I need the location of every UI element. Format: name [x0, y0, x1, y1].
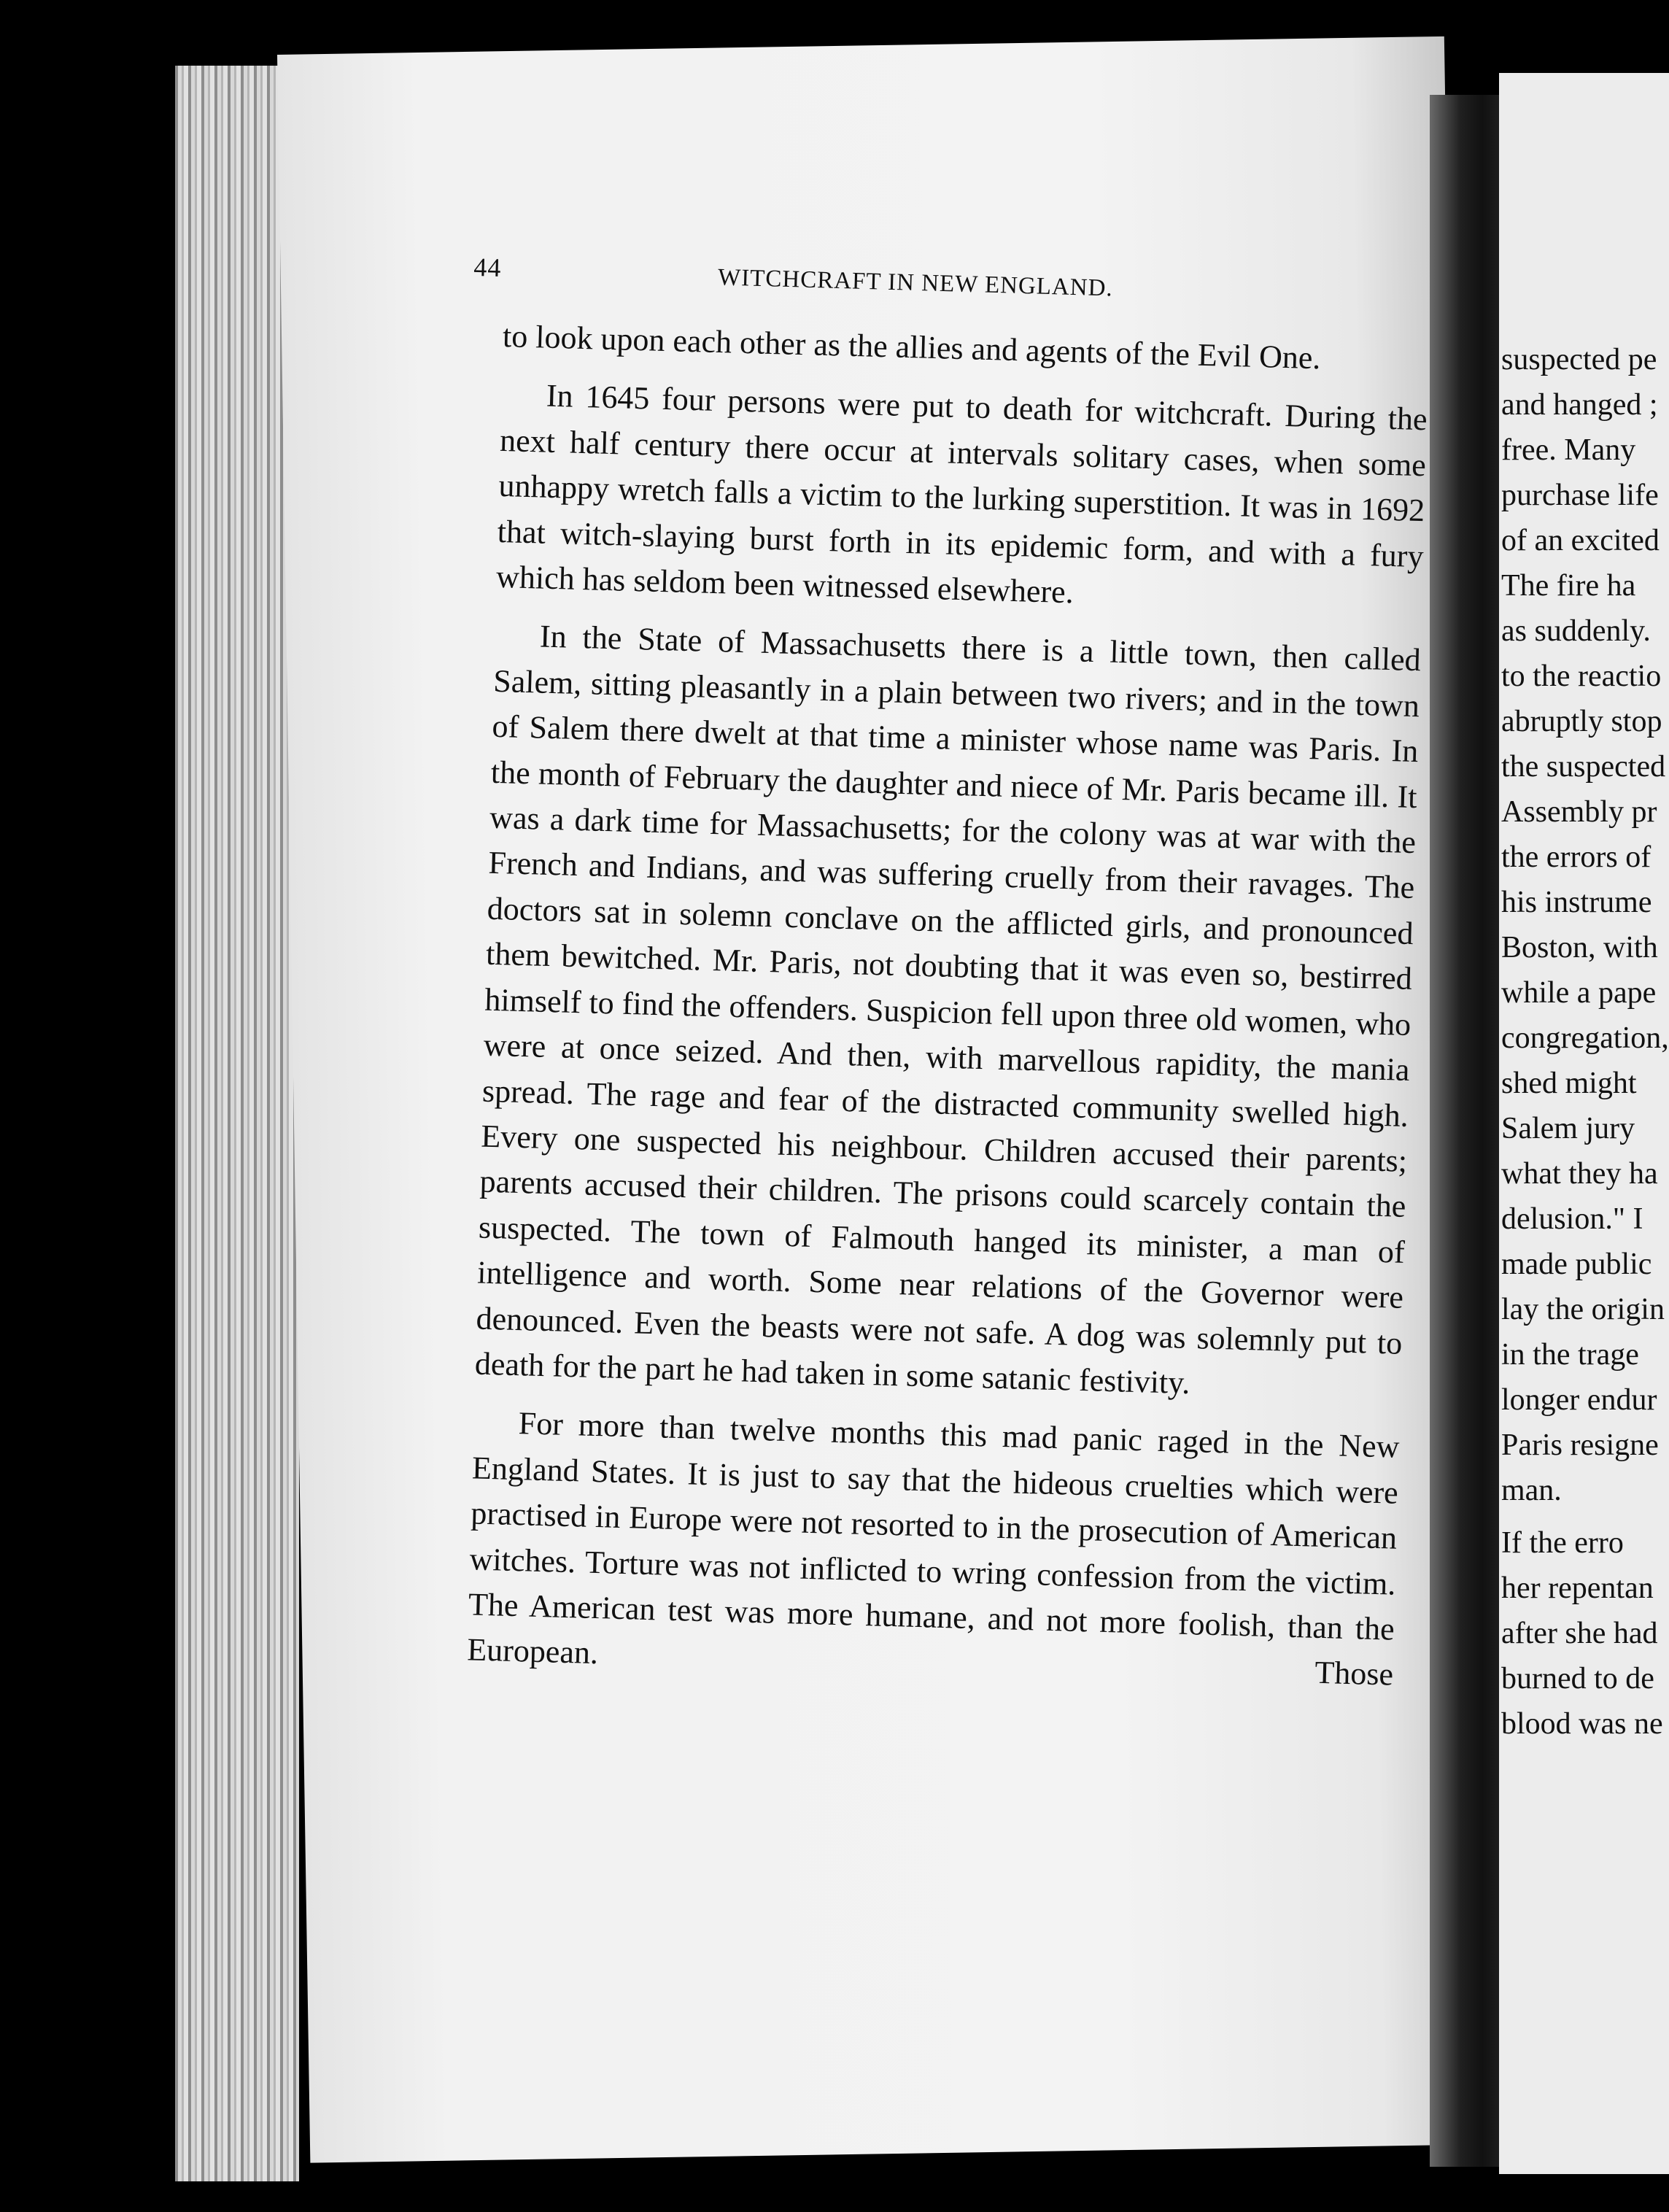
right-line: to the reactio	[1501, 660, 1662, 693]
paragraph-1: to look upon each other as the allies and agents of the Evil One.	[502, 317, 1322, 376]
right-line: what they ha	[1501, 1157, 1658, 1191]
right-line: suspected pe	[1501, 343, 1657, 376]
right-line: Boston, with	[1501, 931, 1658, 964]
right-line: and hanged ;	[1501, 388, 1658, 422]
right-line: made public	[1501, 1248, 1652, 1281]
right-line: abruptly stop	[1501, 705, 1662, 738]
paragraph-4: For more than twelve months this mad panic raged in the New England States. It is just to say that the hideous cruelties which were practised in Europe were not resorted to in the prosecution of American witches. Torture was not inflicted to wring confession from the victim. The American test was more humane, and not more foolish, than the European. Those	[466, 1405, 1401, 1693]
right-line: the suspected	[1501, 750, 1666, 784]
right-line: congregation,	[1501, 1021, 1669, 1055]
right-line: Salem jury	[1501, 1112, 1635, 1145]
right-line: in the trage	[1501, 1338, 1639, 1372]
right-line: while a pape	[1501, 976, 1657, 1010]
right-line: lay the origin	[1501, 1293, 1665, 1326]
right-line: If the erro	[1501, 1526, 1624, 1560]
right-line: Assembly pr	[1501, 795, 1657, 829]
left-page-body	[467, 314, 1430, 1698]
right-line: delusion." I	[1501, 1202, 1643, 1236]
right-line: purchase life	[1501, 479, 1659, 512]
right-line: as suddenly.	[1501, 614, 1651, 648]
right-page-body	[1501, 337, 1669, 1747]
right-line: the errors of	[1501, 840, 1651, 874]
right-line: Paris resigne	[1501, 1428, 1659, 1462]
page-edges	[175, 66, 299, 2181]
right-line: longer endur	[1501, 1383, 1657, 1417]
right-line: man.	[1501, 1474, 1562, 1507]
running-title: WITCHCRAFT IN NEW ENGLAND.	[717, 264, 1114, 302]
right-line: shed might	[1501, 1067, 1637, 1100]
right-line: his instrume	[1501, 886, 1652, 919]
right-line: burned to de	[1501, 1662, 1654, 1695]
paragraph-2: In 1645 four persons were put to death for witchcraft. During the next half century there occur at intervals solitary cases, when some unhappy wretch falls a victim to the lurking superstition. It was in 1692 that witch-slaying burst forth in its epidemic form, and with a fury which has seldom been witnessed elsewhere.	[495, 378, 1428, 611]
right-line: of an excited	[1501, 524, 1660, 557]
right-line: after she had	[1501, 1617, 1658, 1650]
right-line: free. Many	[1501, 433, 1636, 467]
page-number: 44	[473, 252, 502, 283]
right-line: The fire ha	[1501, 569, 1636, 603]
paragraph-3: In the State of Massachusetts there is a little town, then called Salem, sitting pleasantly in a plain between two rivers; and in the town of Salem there dwelt at that time a minister whose name was Paris. In the month of February the daughter and niece of Mr. Paris became ill. It was a dark time for Massachusetts; for the colony was at war with the French and Indians, and was suffering cruelly from their ravages. The doctors sat in solemn conclave on the afflicted girls, and pronounced them bewitched. Mr. Paris, not doubting that it was even so, bestirred himself to find the offenders. Suspicion fell upon three old women, who were at once seized. And then, with marvellous rapidity, the mania spread. The rage and fear of the distracted community swelled high. Every one suspected his neighbour. Children accused their parents; parents accused their children. The prisons could scarcely contain the suspected. The town of Falmouth hanged its minister, a man of intelligence and worth. Some near relations of the Governor were denounced. Even the beasts were not safe. A dog was solemnly put to death for the part he had taken in some satanic festivity.	[474, 618, 1422, 1401]
right-line: blood was ne	[1501, 1707, 1663, 1741]
paragraph-spacer	[1501, 1513, 1669, 1520]
right-line: her repentan	[1501, 1571, 1654, 1605]
